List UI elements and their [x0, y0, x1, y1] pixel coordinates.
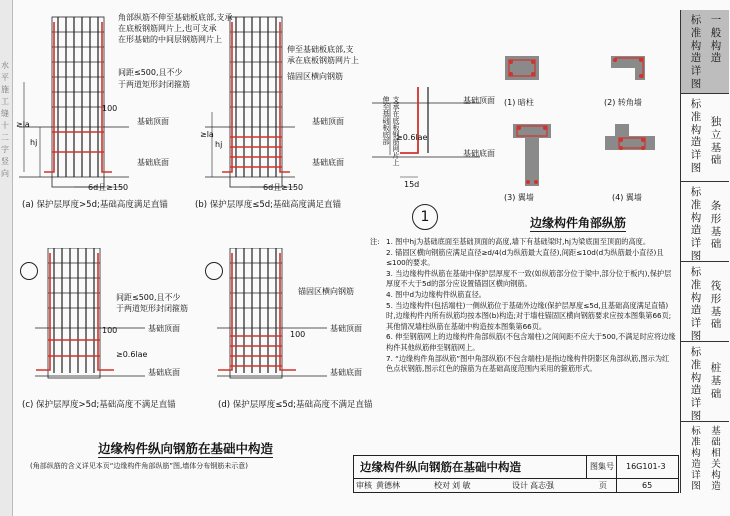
note-item: 3. 当边缘构件纵筋在基础中保护层厚度不一致(如纵筋部分位于梁中,部分位于板内),保护层厚度不大于5d的部分应设置锚固区横向钢筋。 — [386, 268, 672, 289]
tab-general-construction[interactable] — [681, 10, 729, 94]
figure-a-caption: (a) 保护层厚度>5d;基础高度满足直锚 — [22, 200, 168, 210]
tab-label-topic: 一般构造 — [710, 14, 722, 65]
corner-title: 边缘构件角部纵筋 — [530, 216, 627, 230]
detail-1-marker-number: 1 — [420, 209, 430, 225]
note-item: 6. 伸至钢筋网上的边缘构件角部纵筋(不包含端柱)之间间距不应大于500,不满足时应将边缘构件其他纵筋伸至钢筋网上。 — [386, 332, 676, 352]
figure-b-bar-label: 6d且≥150 — [263, 183, 304, 192]
sub-note: (角部纵筋的含义详见本页“边缘构件角部纵筋”图,墙体分布钢筋未示意) — [30, 462, 248, 470]
figure-a-bar-label: 6d且≥150 — [88, 183, 129, 192]
tab-label-topic: 桩基础 — [710, 362, 722, 400]
corner-figure-3-label: (3) 翼墙 — [504, 193, 534, 202]
tab-label-standard: 标准构造详图 — [690, 266, 702, 342]
figure-a-annotation-5: 于两道矩形封闭箍筋 — [118, 80, 190, 89]
tab-label-standard: 标准构造详图 — [690, 186, 702, 262]
figure-d-annotation-1: 锚固区横向钢筋 — [298, 287, 354, 296]
page-label: 页 — [599, 481, 607, 490]
figure-c-spacing-label: 100 — [102, 326, 118, 335]
figure-c-top-label: 基础顶面 — [148, 324, 180, 333]
tab-label-topic: 基础相关构造 — [711, 426, 721, 492]
figure-b-hj-label: hj — [215, 140, 223, 149]
corner-figure-2-label: (2) 转角墙 — [604, 98, 642, 107]
corner-figure-4-label: (4) 翼墙 — [612, 193, 642, 202]
figure-c-bottom-label: 基础底面 — [148, 368, 180, 377]
detail-1-lae-label: ≥0.6lae — [396, 133, 428, 142]
note-item: 2. 锚固区横向钢筋应满足直径≥d/4(d为纵筋最大直径),间距≤10d(d为纵筋最小直径)且≤100的要求。 — [386, 247, 664, 268]
tab-strip-foundation[interactable] — [681, 182, 729, 262]
notes-label: 注: — [370, 237, 380, 246]
figure-a-top-label: 基础顶面 — [137, 117, 169, 126]
detail-1-bend-label: 15d — [404, 180, 420, 189]
figure-d-bottom-label: 基础底面 — [330, 368, 362, 377]
figure-b-annotation-1: 伸至基础板底部,支 — [287, 45, 354, 54]
figure-a-hj-label: hj — [30, 138, 38, 147]
tab-raft-foundation[interactable] — [681, 262, 729, 342]
page-frame — [14, 10, 680, 493]
tab-label-standard: 标准构造详图 — [690, 14, 702, 90]
figure-a-annotation-1: 角部纵筋不伸至基础板底部,支承 — [118, 13, 233, 22]
tab-label-topic: 独立基础 — [710, 116, 722, 167]
tab-label-standard: 标准构造详图 — [691, 426, 701, 492]
tab-isolated-foundation[interactable] — [681, 94, 729, 182]
check-label: 校对 — [434, 481, 450, 490]
tab-label-topic: 筏形基础 — [710, 280, 722, 331]
detail-1-annotation-1: 伸至基础板底部 — [382, 96, 390, 145]
note-item: 4. 图中d为边缘构件纵筋直径。 — [386, 289, 486, 299]
tab-pile-foundation[interactable] — [681, 342, 729, 422]
figure-a-annotation-2: 在底板钢筋网片上,也可支承 — [118, 24, 217, 33]
right-tab-strip — [680, 10, 729, 493]
figure-b-la-label: ≥la — [200, 130, 214, 139]
note-item: 5. 当边缘构件(包括端柱)一侧纵筋位于基础外边缘(保护层厚度≤5d,且基础高度满足直锚)时,边缘构件内所有纵筋均按本图(b)构造;对于墙柱锚固区横向钢筋要求应按本图集第66页;其他情况墙柱纵筋在基础中构造按本图集第66页。 — [386, 300, 672, 331]
note-item: 1. 图中hj为基础底面至基础顶面的高度,墙下有基础梁时,hj为梁底面至顶面的高度。 — [386, 237, 651, 246]
tab-label-topic: 条形基础 — [710, 200, 722, 251]
title-block-atlas-no: 16G101-3 — [626, 462, 666, 471]
figure-b-top-label: 基础顶面 — [312, 117, 344, 126]
figure-a-annotation-3: 在形基础的中间层钢筋网片上 — [118, 35, 222, 44]
figure-b-bottom-label: 基础底面 — [312, 158, 344, 167]
title-block-title: 边缘构件纵向钢筋在基础中构造 — [360, 460, 521, 474]
left-margin-text: 水平施工缝 十二字 竖向 — [1, 61, 9, 178]
figure-a-bottom-label: 基础底面 — [137, 158, 169, 167]
figure-b-annotation-2: 承在底板钢筋网片上 — [287, 56, 359, 65]
tab-foundation-related[interactable] — [681, 422, 729, 493]
figure-a-la-label: ≥la — [16, 120, 30, 129]
figure-d-spacing-label: 100 — [290, 330, 306, 339]
detail-1-top-label: 基础顶面 — [463, 96, 495, 105]
figure-a-spacing-label: 100 — [102, 104, 118, 113]
tab-label-standard: 标准构造详图 — [690, 346, 702, 422]
figure-c-annotation-1: 间距≤500,且不少 — [116, 293, 181, 302]
figure-c-lae-label: ≥0.6lae — [116, 350, 148, 359]
designer-name: 高志强 — [530, 481, 554, 490]
figure-b-annotation-3: 锚固区横向钢筋 — [287, 72, 343, 81]
figure-b-caption: (b) 保护层厚度≤5d;基础高度满足直锚 — [195, 200, 342, 210]
main-title: 边缘构件纵向钢筋在基础中构造 — [98, 441, 274, 456]
figure-d-caption: (d) 保护层厚度≤5d;基础高度不满足直锚 — [218, 400, 373, 410]
detail-1-annotation-2: 支承在底板钢筋网片上 — [392, 96, 400, 166]
design-label: 设计 — [512, 481, 528, 490]
tab-label-standard: 标准构造详图 — [690, 98, 702, 174]
note-item: 7. “边缘构件角部纵筋”图中角部纵筋(不包含端柱)是指边缘构件阴影区角部纵筋,图示为红色点状钢筋,图示红色的箍筋为在基础高度范围内采用的箍筋形式。 — [386, 353, 670, 374]
checker-name: 刘 敏 — [452, 481, 471, 490]
page-number: 65 — [642, 481, 653, 490]
title-block-atlas-label: 图集号 — [590, 462, 614, 471]
corner-figure-1-label: (1) 暗柱 — [504, 98, 534, 107]
figure-d-top-label: 基础顶面 — [330, 324, 362, 333]
review-label: 审核 — [356, 481, 372, 490]
figure-c-caption: (c) 保护层厚度>5d;基础高度不满足直锚 — [22, 400, 176, 410]
figure-c-annotation-2: 于两道矩形封闭箍筋 — [116, 304, 188, 313]
detail-1-bottom-label: 基础底面 — [463, 149, 495, 158]
figure-a-annotation-4: 间距≤500,且不少 — [118, 68, 183, 77]
reviewer-name: 黄德林 — [376, 481, 400, 490]
